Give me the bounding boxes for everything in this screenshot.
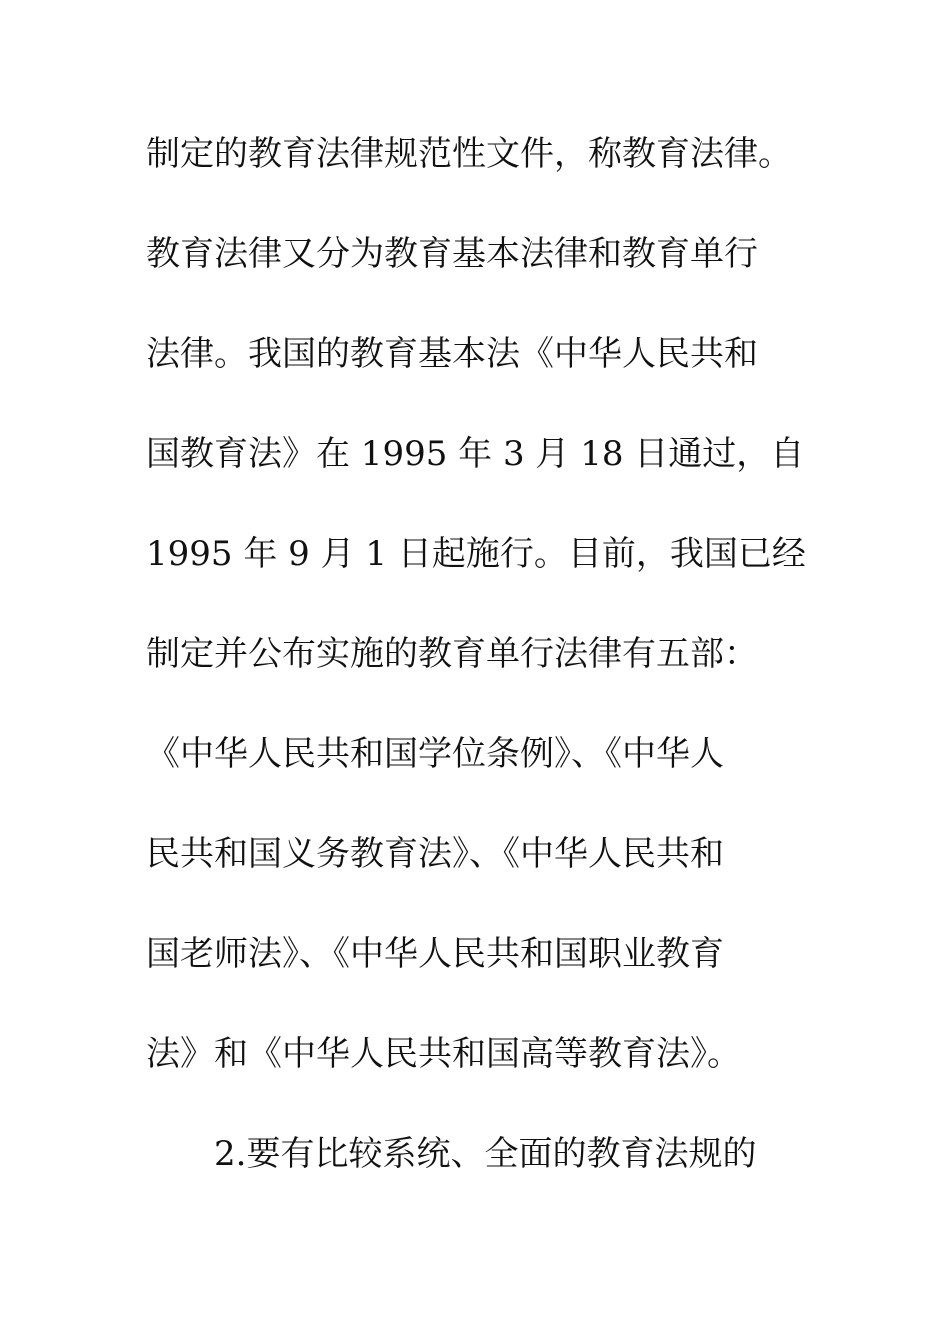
text-line-1: 制定的教育法律规范性文件，称教育法律。 — [146, 134, 792, 174]
text-line-10: 法》和《中华人民共和国高等教育法》。 — [146, 1034, 741, 1074]
text-line-3: 法律。我国的教育基本法《中华人民共和 — [146, 334, 758, 374]
text-line-6: 制定并公布实施的教育单行法律有五部： — [146, 634, 758, 674]
text-line-7: 《中华人民共和国学位条例》、《中华人 — [146, 734, 724, 774]
text-line-2: 教育法律又分为教育基本法律和教育单行 — [146, 234, 758, 274]
text-line-4: 国教育法》在 1995 年 3 月 18 日通过，自 — [146, 434, 805, 474]
text-line-5: 1995 年 9 月 1 日起施行。目前，我国已经 — [146, 534, 806, 574]
body-text — [146, 128, 806, 1228]
text-line-9: 国老师法》、《中华人民共和国职业教育 — [146, 934, 724, 974]
text-line-11: 2.要有比较系统、全面的教育法规的 — [214, 1134, 757, 1174]
text-line-8: 民共和国义务教育法》、《中华人民共和 — [146, 834, 724, 874]
